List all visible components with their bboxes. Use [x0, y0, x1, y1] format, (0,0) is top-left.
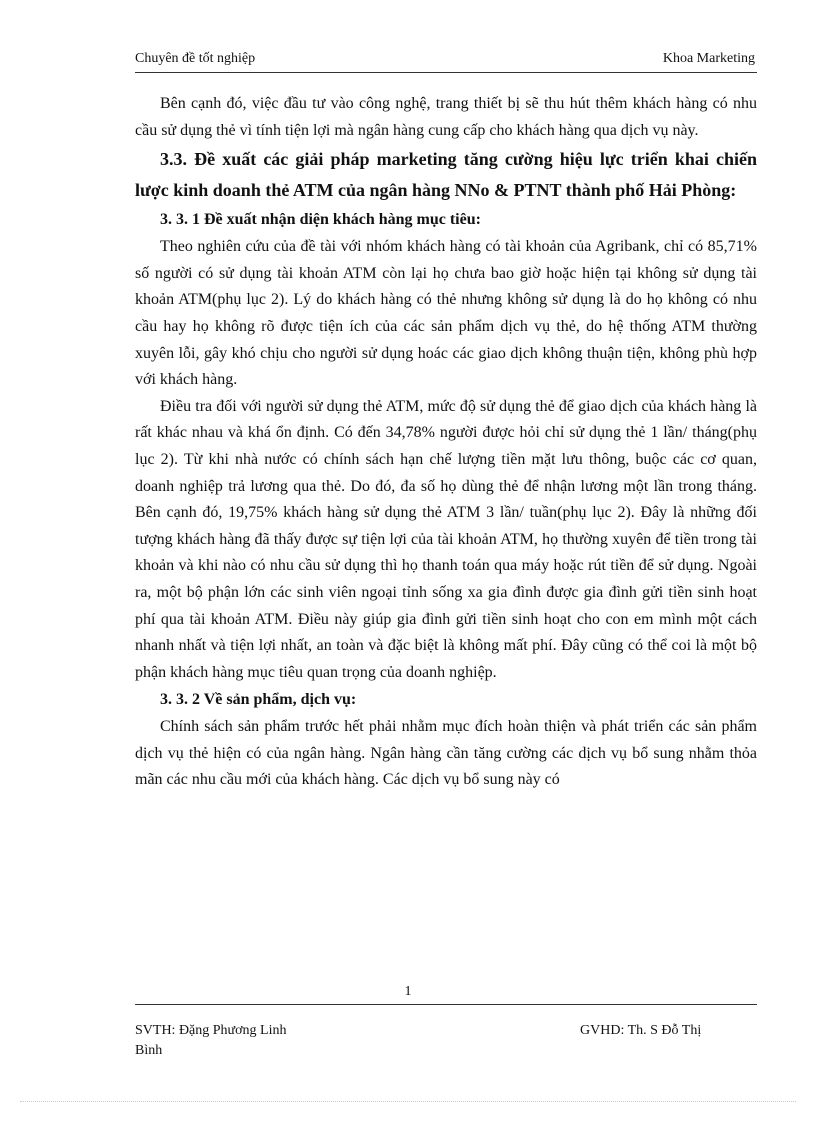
footer-rule: [135, 1004, 757, 1005]
subsection-heading-3-3-1: 3. 3. 1 Đề xuất nhận diện khách hàng mục tiêu:: [160, 211, 481, 229]
paragraph-product-policy: Chính sách sản phẩm trước hết phải nhằm mục đích hoàn thiện và phát triển các sản phẩm dịch vụ thẻ hiện có của ngân hàng. Ngân hàng cần tăng cường các dịch vụ bổ sung nhằm thỏa mãn các nhu cầu mới của khách hàng. Các dịch vụ bổ sung này có: [135, 718, 757, 789]
section-heading-3-3: 3.3. Đề xuất các giải pháp marketing tăng cường hiệu lực triển khai chiến lược kinh doanh thẻ ATM của ngân hàng NNo & PTNT thành phố Hải Phòng:: [135, 149, 757, 201]
paragraph-survey: Điều tra đối với người sử dụng thẻ ATM, mức độ sử dụng thẻ để giao dịch của khách hàng là rất khác nhau và khá ổn định. Có đến 34,78% người được hỏi chỉ sử dụng thẻ 1 lần/ tháng(phụ lục 2). Từ khi nhà nước có chính sách hạn chế lượng tiền mặt lưu thông, buộc các cơ quan, doanh nghiệp trả lương qua thẻ. Do đó, đa số họ dùng thẻ để nhận lương một lần trong tháng. Bên cạnh đó, 19,75% khách hàng sử dụng thẻ ATM 3 lần/ tuần(phụ lục 2). Đây là những đối tượng khách hàng đã thấy được sự tiện lợi của tài khoản ATM, họ thường xuyên để tiền trong tài khoản và khi nào có nhu cầu sử dụng thì họ thanh toán qua máy hoặc rút tiền để sử dụng. Ngoài ra, một bộ phận lớn các sinh viên ngoại tỉnh sống xa gia đình được gia đình gửi tiền sinh hoạt phí qua tài khoản ATM. Điều này giúp gia đình gửi tiền sinh hoạt cho con em mình một cách nhanh nhất và tiện lợi nhất, an toàn và đặc biệt là không mất phí. Đây cũng có thể coi là một bộ phận khách hàng mục tiêu quan trọng của doanh nghiệp.: [135, 397, 757, 681]
paragraph-intro: Bên cạnh đó, việc đầu tư vào công nghệ, trang thiết bị sẽ thu hút thêm khách hàng có nhu cầu sử dụng thẻ vì tính tiện lợi mà ngân hàng cung cấp cho khách hàng qua dịch vụ này.: [135, 95, 757, 139]
page-bottom-border: [20, 1101, 796, 1102]
page-body: [135, 91, 757, 794]
header-left: Chuyên đề tốt nghiệp: [135, 51, 256, 66]
paragraph-research: Theo nghiên cứu của đề tài với nhóm khách hàng có tài khoản của Agribank, chỉ có 85,71% số người có sử dụng tài khoản ATM còn lại họ chưa bao giờ hoặc hiện tại không sử dụng tài khoản ATM(phụ lục 2). Lý do khách hàng có thẻ nhưng không sử dụng là do họ không có nhu cầu hay họ không rõ được tiện ích của các sản phẩm dịch vụ thẻ, do hệ thống ATM thường xuyên lỗi, gây khó chịu cho người sử dụng hoác các giao dịch không thuận tiện, không phù hợp với khách hàng.: [135, 238, 757, 389]
footer-student: SVTH: Đặng Phương Linh: [135, 1023, 287, 1038]
header-right: Khoa Marketing: [662, 51, 755, 66]
footer-advisor-continued: Bình: [135, 1043, 163, 1058]
page-number: 1: [404, 984, 412, 999]
footer-advisor: GVHD: Th. S Đỗ Thị: [580, 1023, 702, 1038]
header-rule: [135, 72, 757, 73]
subsection-heading-3-3-2: 3. 3. 2 Về sản phẩm, dịch vụ:: [160, 691, 357, 709]
